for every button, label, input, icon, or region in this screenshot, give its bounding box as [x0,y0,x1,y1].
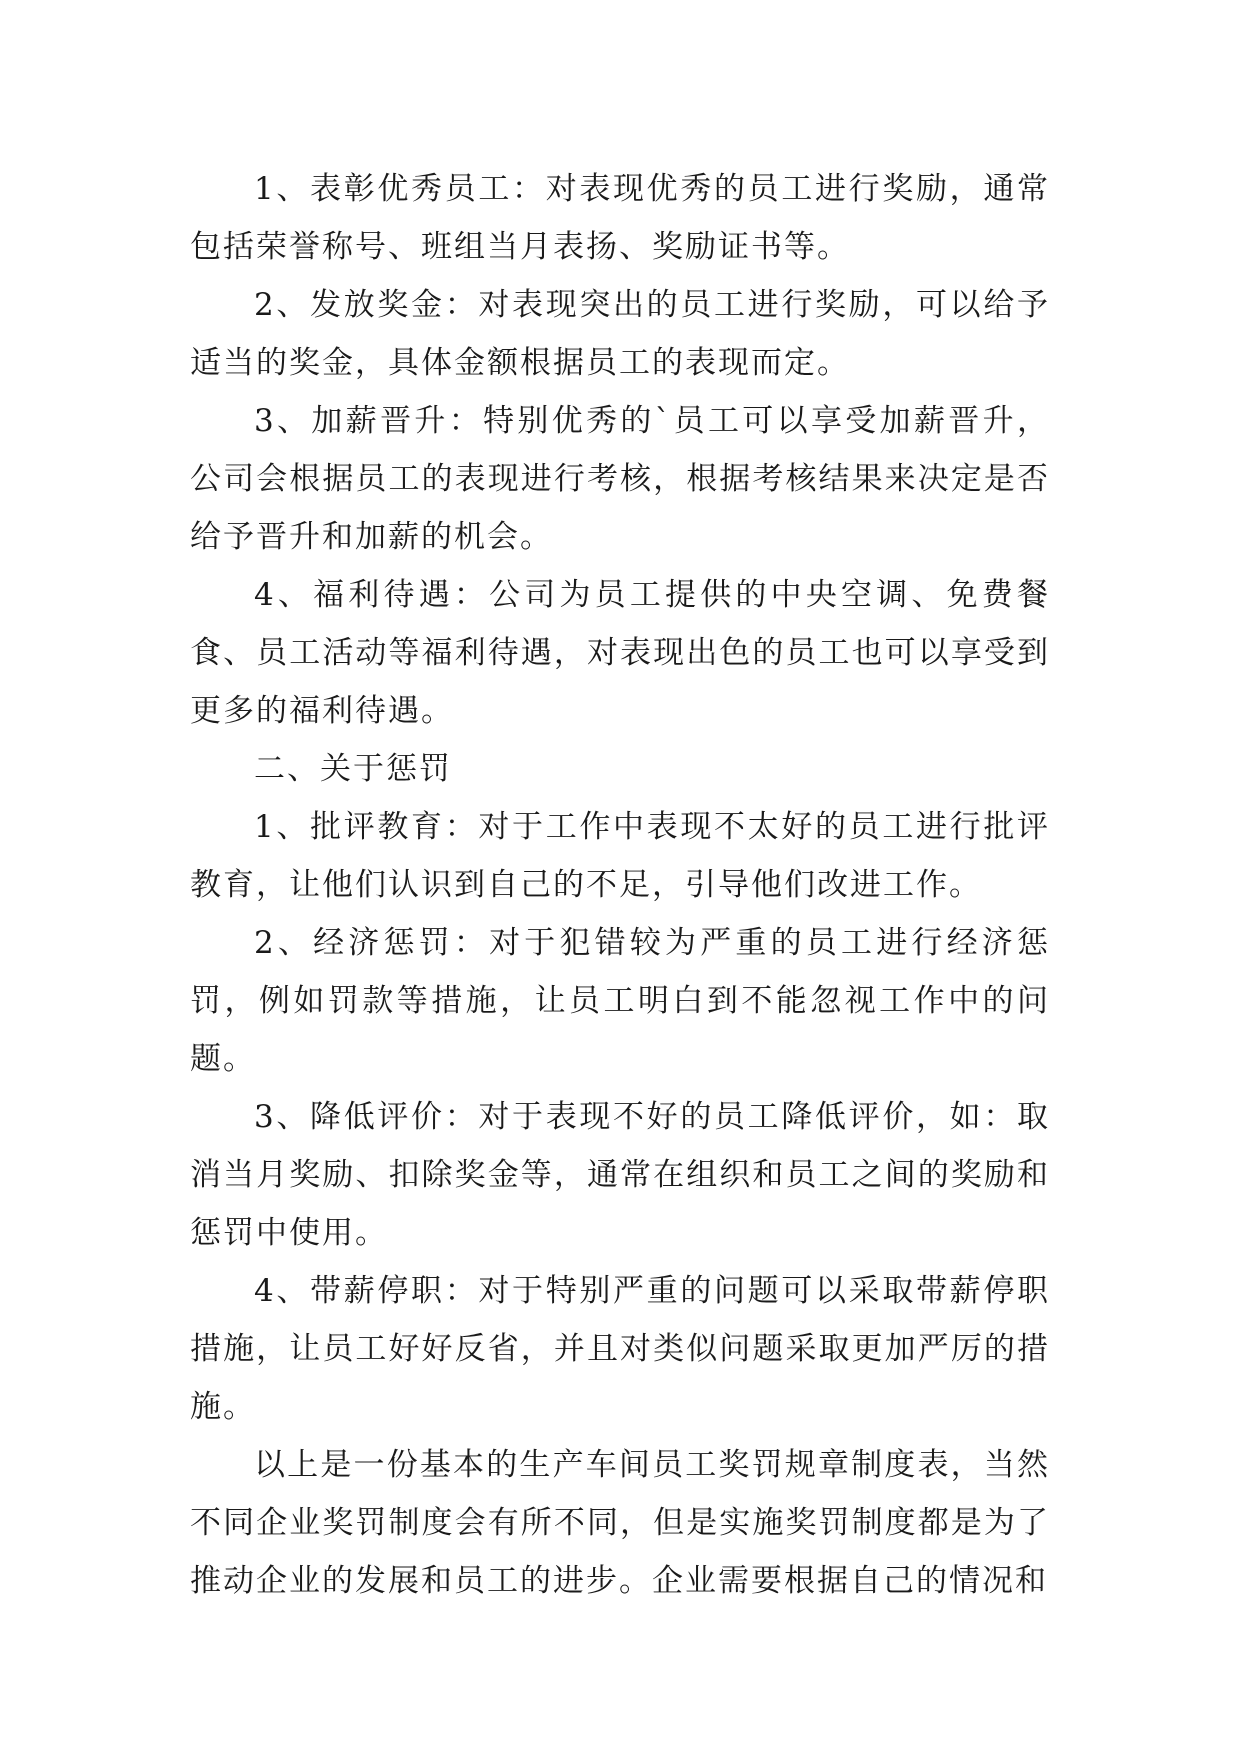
paragraph-reward-benefits: 4、福利待遇：公司为员工提供的中央空调、免费餐食、员工活动等福利待遇，对表现出色的员工也可以享受到更多的福利待遇。 [190,577,1050,729]
paragraph-reward-bonus: 2、发放奖金：对表现突出的员工进行奖励，可以给予适当的奖金，具体金额根据员工的表现而定。 [190,287,1050,381]
section-heading-punishment: 二、关于惩罚 [254,751,452,787]
paragraph-punishment-fine: 2、经济惩罚：对于犯错较为严重的员工进行经济惩罚，例如罚款等措施，让员工明白到不能忽视工作中的问题。 [190,925,1050,1077]
paragraph-punishment-suspension: 4、带薪停职：对于特别严重的问题可以采取带薪停职措施，让员工好好反省，并且对类似问题采取更加严厉的措施。 [190,1273,1050,1425]
paragraph-reward-promotion: 3、加薪晋升：特别优秀的`员工可以享受加薪晋升，公司会根据员工的表现进行考核，根据考核结果来决定是否给予晋升和加薪的机会。 [190,403,1050,555]
paragraph-reward-commendation: 1、表彰优秀员工：对表现优秀的员工进行奖励，通常包括荣誉称号、班组当月表扬、奖励证书等。 [190,171,1050,265]
paragraph-punishment-rating: 3、降低评价：对于表现不好的员工降低评价，如：取消当月奖励、扣除奖金等，通常在组织和员工之间的奖励和惩罚中使用。 [190,1099,1050,1251]
document-page [190,160,1050,1610]
paragraph-punishment-criticism: 1、批评教育：对于工作中表现不太好的员工进行批评教育，让他们认识到自己的不足，引导他们改进工作。 [190,809,1050,903]
paragraph-conclusion: 以上是一份基本的生产车间员工奖罚规章制度表，当然不同企业奖罚制度会有所不同，但是实施奖罚制度都是为了推动企业的发展和员工的进步。企业需要根据自己的情况和 [190,1447,1050,1599]
